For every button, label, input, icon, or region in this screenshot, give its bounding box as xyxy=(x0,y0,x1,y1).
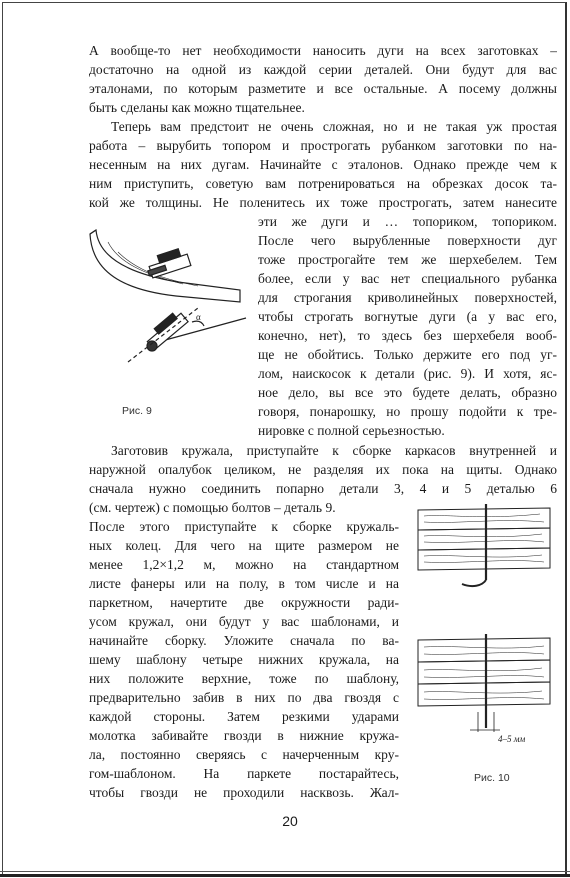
text-line: работа – вырубить топором и прострогать рубанком заготовки по на- xyxy=(89,138,557,153)
text-line: паркетном, начертите две окружности ради- xyxy=(89,595,399,610)
text-line: предварительно забив в них по два гвоздя с xyxy=(89,690,399,705)
text-line: говоря, понарошку, но прошу подойти к тре- xyxy=(258,404,557,419)
figure-10-caption: Рис. 10 xyxy=(474,772,510,784)
text-line: После чего вырубленные поверхности дуг xyxy=(258,233,557,248)
text-line: нировке с полной серьезностью. xyxy=(258,423,445,438)
text-line: сначала нужно соединить попарно детали 3, 4 и 5 деталью 6 xyxy=(89,481,557,496)
dimension-label: 4–5 мм xyxy=(498,734,526,744)
text-line: более, если у вас нет специального рубанка xyxy=(258,271,557,286)
text-line: эталонами, по которым разметите и все остальные. А посему должны xyxy=(89,81,557,96)
text-line: ное дело, вы все это будете делать, образно xyxy=(258,385,557,400)
text-line: кой же толщины. Не поленитесь их тоже прострогать, затем нанесите xyxy=(89,195,557,210)
text-line: наружной опалубок целиком, не разделяя их пока на щиты. Однако xyxy=(89,462,557,477)
text-line: Теперь вам предстоит не очень сложная, но и не такая уж простая xyxy=(111,119,557,134)
figure-9-caption: Рис. 9 xyxy=(122,405,152,417)
figure-10-illustration xyxy=(410,500,560,770)
text-line: менее 1,2×1,2 м, можно на стандартном xyxy=(89,557,399,572)
text-line: ных колец. Для чего на щите размером не xyxy=(89,538,399,553)
text-line: После этого приступайте к сборке кружаль- xyxy=(89,519,399,534)
text-line: усом кружал, они будут у вас шаблонами, и xyxy=(89,614,399,629)
text-line: них положите верхние, тоже по шаблону, xyxy=(89,671,399,686)
text-line: для строгания криволинейных поверхностей, xyxy=(258,290,557,305)
text-line: тоже прострогайте тем же шерхебелем. Тем xyxy=(258,252,557,267)
text-line: достаточно на одной из каждой серии деталей. Они будут для вас xyxy=(89,62,557,77)
text-line: (см. чертеж) с помощью болтов – деталь 9. xyxy=(89,500,336,515)
figure-9-illustration xyxy=(88,222,248,372)
angle-label: α xyxy=(196,312,201,322)
text-line: молотка забивайте гвозди в нижние кружа- xyxy=(89,728,399,743)
text-line: конечно, нет), то здесь без шерхебеля вооб- xyxy=(258,328,557,343)
text-line: Заготовив кружала, приступайте к сборке каркасов внутренней и xyxy=(111,443,557,458)
text-line: эти же дуги и … топориком, топориком. xyxy=(258,214,557,229)
text-line: каждой стороны. Затем резкими ударами xyxy=(89,709,399,724)
text-line: чтобы строгать вогнутые дуги (а у вас его, xyxy=(258,309,557,324)
text-line: быть сделаны как можно тщательнее. xyxy=(89,100,305,115)
text-line: начинайте сборку. Уложите сначала по ва- xyxy=(89,633,399,648)
bottom-rule xyxy=(0,874,570,877)
page-number: 20 xyxy=(282,813,298,829)
text-line: ла, постоянно сверяясь с начерченным кру- xyxy=(89,747,399,762)
bottom-rule-thin xyxy=(0,871,570,872)
text-line: несенным на них дугам. Начинайте с эталонов. Однако прежде чем к xyxy=(89,157,557,172)
text-line: чтобы гвозди не проходили насквозь. Жал- xyxy=(89,785,399,800)
text-line: лом, наискосок к детали (рис. 9). И хотя, яс- xyxy=(258,366,557,381)
text-line: шему шаблону четыре нижних кружала, на xyxy=(89,652,399,667)
text-line: ним приступить, советую вам потренироваться на обрезках досок та- xyxy=(89,176,557,191)
text-line: гом-шаблоном. На паркете постарайтесь, xyxy=(89,766,399,781)
text-line: листе фанеры или на полу, в том числе и на xyxy=(89,576,399,591)
text-line: А вообще-то нет необходимости наносить дуги на всех заготовках – xyxy=(89,43,557,58)
text-line: ще не обойтись. Только держите его под уг- xyxy=(258,347,557,362)
